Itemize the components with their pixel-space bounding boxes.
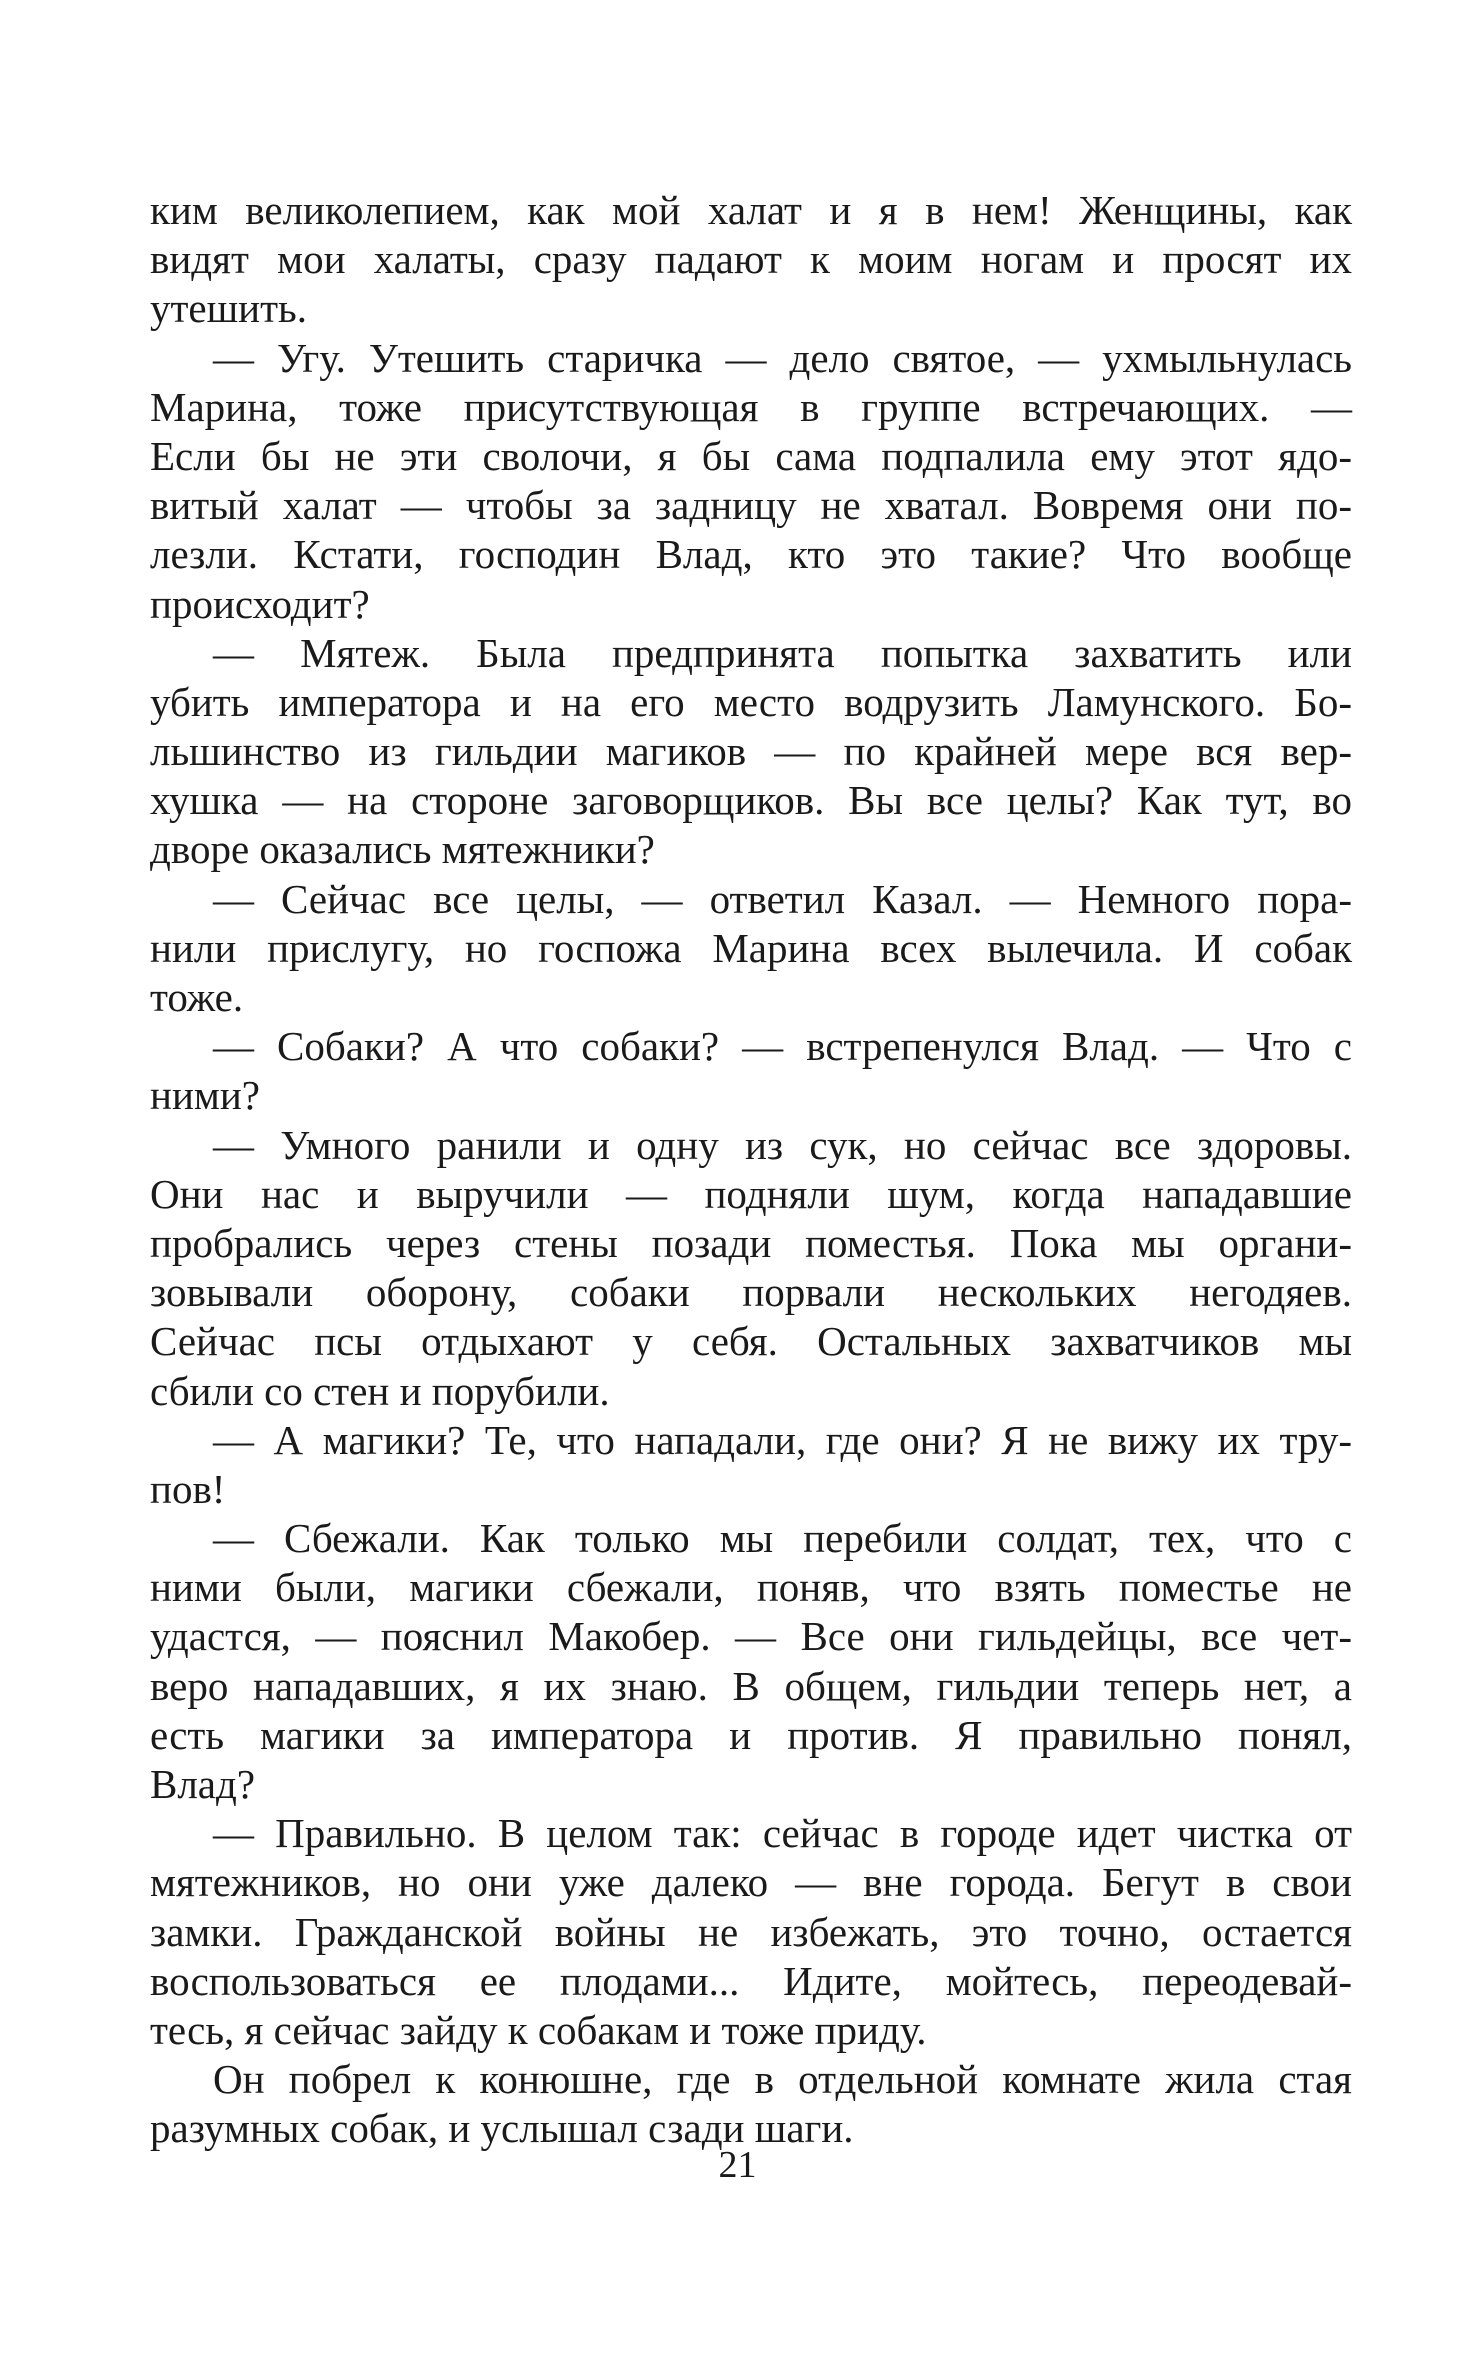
text-line: лезли. Кстати, господин Влад, кто это такие? Что вообще	[150, 531, 1352, 578]
text-line: есть магики за императора и против. Я правильно понял,	[150, 1711, 1352, 1758]
text-line: воспользоваться ее плодами... Идите, мойтесь, переодевай-	[150, 1957, 1352, 2004]
text-line: дворе оказались мятежники?	[150, 826, 655, 873]
text-line: зовывали оборону, собаки порвали нескольких негодяев.	[150, 1269, 1352, 1316]
text-line: ким великолепием, как мой халат и я в нем! Женщины, как	[150, 187, 1352, 233]
text-line: видят мои халаты, сразу падают к моим ногам и просят их	[150, 236, 1352, 283]
text-line: утешить.	[150, 285, 307, 332]
text-line: Сейчас псы отдыхают у себя. Остальных захватчиков мы	[150, 1318, 1352, 1365]
text-line: — Умного ранили и одну из сук, но сейчас все здоровы.	[213, 1121, 1352, 1168]
text-line: — Собаки? А что собаки? — встрепенулся Влад. — Что с	[213, 1023, 1352, 1070]
text-line: льшинство из гильдии магиков — по крайней мере вся вер-	[150, 728, 1352, 775]
text-line: сбили со стен и порубили.	[150, 1367, 610, 1414]
text-line: убить императора и на его место водрузить Ламунского. Бо-	[150, 678, 1352, 725]
text-line: ними были, магики сбежали, поняв, что взять поместье не	[150, 1564, 1352, 1611]
text-line: ними?	[150, 1072, 260, 1119]
text-line: — Мятеж. Была предпринята попытка захватить или	[213, 629, 1352, 676]
body-text	[150, 186, 1352, 2154]
text-line: пробрались через стены позади поместья. Пока мы органи-	[150, 1219, 1352, 1266]
text-line: Он побрел к конюшне, где в отдельной комнате жила стая	[213, 2056, 1352, 2103]
text-line: разумных собак, и услышал сзади шаги.	[150, 2105, 854, 2152]
text-line: замки. Гражданской войны не избежать, это точно, остается	[150, 1908, 1352, 1955]
text-line: мятежников, но они уже далеко — вне города. Бегут в свои	[150, 1859, 1352, 1906]
text-line: Если бы не эти сволочи, я бы сама подпалила ему этот ядо-	[150, 432, 1352, 479]
text-line: — Сейчас все целы, — ответил Казал. — Немного пора-	[213, 875, 1352, 922]
text-line: веро нападавших, я их знаю. В общем, гильдии теперь нет, а	[150, 1662, 1352, 1709]
text-line: витый халат — чтобы за задницу не хватал. Вовремя они по-	[150, 482, 1352, 529]
text-line: тоже.	[150, 974, 244, 1020]
text-line: нили прислугу, но госпожа Марина всех вылечила. И собак	[150, 924, 1352, 971]
text-line: Они нас и выручили — подняли шум, когда нападавшие	[150, 1170, 1352, 1217]
text-line: — Сбежали. Как только мы перебили солдат, тех, что с	[213, 1515, 1352, 1562]
text-line: удастся, — пояснил Макобер. — Все они гильдейцы, все чет-	[150, 1613, 1352, 1660]
text-line: — Угу. Утешить старичка — дело святое, — ухмыльнулась	[213, 334, 1352, 381]
text-line: происходит?	[150, 580, 370, 627]
text-line: хушка — на стороне заговорщиков. Вы все целы? Как тут, во	[150, 777, 1352, 824]
text-line: пов!	[150, 1465, 226, 1512]
text-line: — А магики? Те, что нападали, где они? Я не вижу их тру-	[213, 1416, 1352, 1463]
page-number: 21	[718, 2144, 757, 2186]
text-line: Марина, тоже присутствующая в группе встречающих. —	[150, 383, 1352, 430]
text-line: Влад?	[150, 1761, 256, 1807]
text-line: — Правильно. В целом так: сейчас в городе идет чистка от	[213, 1810, 1352, 1857]
text-line: тесь, я сейчас зайду к собакам и тоже приду.	[150, 2006, 927, 2053]
